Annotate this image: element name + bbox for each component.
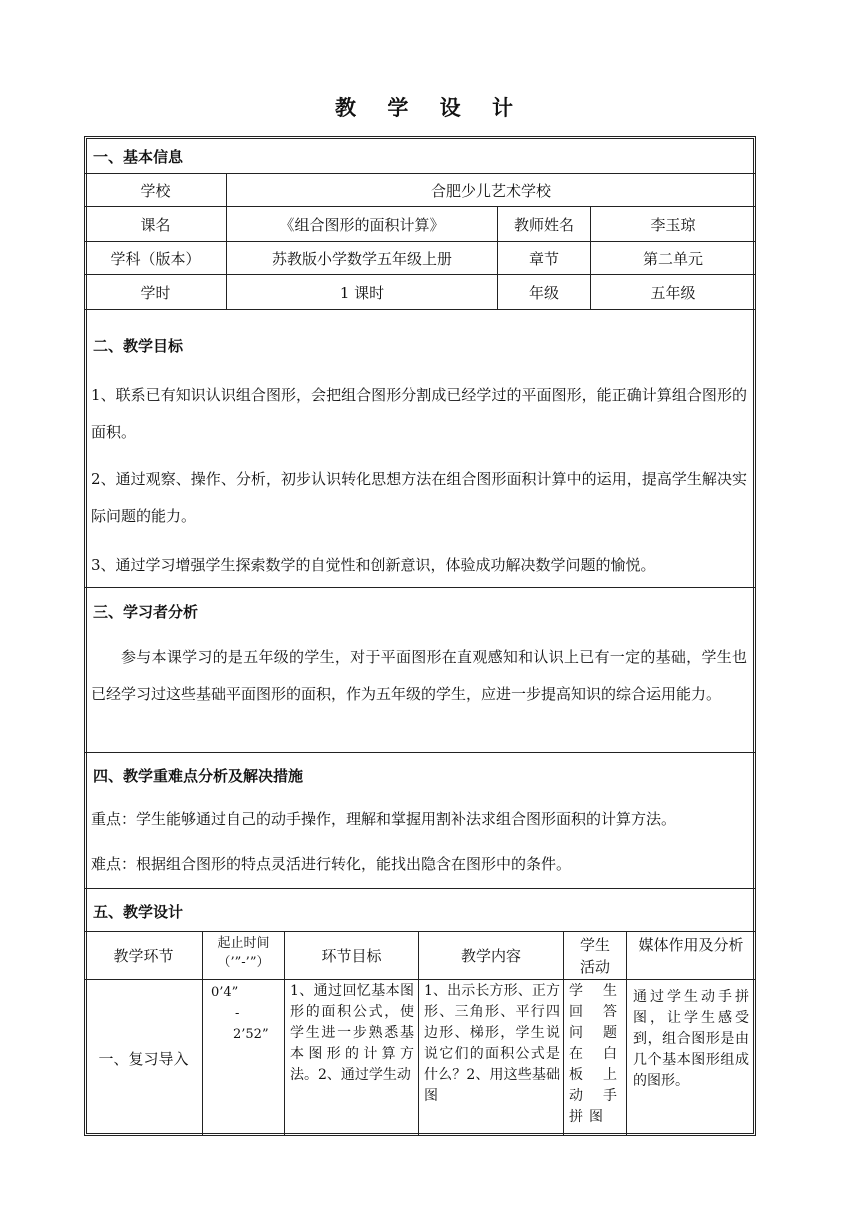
row1-time-dash: - — [235, 1006, 240, 1021]
row1-content: 1、出示长方形、正方形、三角形、平行四边形、梯形，学生说说它们的面积公式是什么？2、用这些基础图 — [424, 983, 560, 1104]
subject-value: 苏教版小学数学五年级上册 — [271, 249, 452, 268]
goal-2: 2、通过观察、操作、分析，初步认识转化思想方法在组合图形面积计算中的运用，提高学生解决实际问题的能力。 — [91, 470, 747, 525]
difficulty-point: 难点：根据组合图形的特点灵活进行转化，能找出隐含在图形中的条件。 — [91, 855, 572, 873]
section-key-points-heading: 四、教学重难点分析及解决措施 — [93, 767, 304, 785]
hours-label: 学时 — [140, 283, 171, 302]
header-time-line1: 起止时间 — [217, 936, 270, 951]
page-title: 教 学 设 计 — [335, 95, 525, 120]
row1-time-end: 2’52” — [233, 1027, 269, 1042]
header-goal: 环节目标 — [321, 947, 382, 965]
row1-goal: 1、通过回忆基本图形的面积公式，使学生进一步熟悉基本图形的计算方法。2、通过学生动 — [290, 983, 414, 1083]
course-label: 课名 — [140, 215, 171, 234]
learner-analysis: 参与本课学习的是五年级的学生，对于平面图形在直观感知和认识上已有一定的基础，学生也已经学习过这些基础平面图形的面积，作为五年级的学生，应进一步提高知识的综合运用能力。 — [91, 648, 747, 703]
header-stage: 教学环节 — [113, 947, 174, 965]
subject-label: 学科（版本） — [110, 249, 201, 268]
grade-label: 年级 — [528, 283, 559, 302]
goal-1: 1、联系已有知识认识组合图形，会把组合图形分割成已经学过的平面图形，能正确计算组合图形的面积。 — [91, 386, 747, 441]
section-learner-heading: 三、学习者分析 — [93, 603, 199, 621]
lesson-plan-table — [84, 136, 756, 1136]
chapter-value: 第二单元 — [642, 249, 703, 268]
header-student-line1: 学生 — [579, 936, 610, 954]
header-time-line2: （’”-’”） — [217, 955, 270, 970]
teacher-label: 教师姓名 — [513, 215, 574, 234]
hours-value: 1 课时 — [339, 283, 385, 302]
header-media: 媒体作用及分析 — [638, 936, 744, 954]
grade-value: 五年级 — [650, 283, 696, 302]
course-value: 《组合图形的面积计算》 — [279, 215, 445, 234]
row1-student-activity: 学生回答问题在白板上动手拼图 — [569, 983, 623, 1125]
school-value: 合肥少儿艺术学校 — [430, 181, 551, 200]
row1-time-start: 0’4” — [211, 985, 239, 1000]
row1-time — [211, 982, 269, 1045]
teacher-value: 李玉琼 — [650, 215, 696, 234]
header-time — [203, 934, 284, 972]
school-label: 学校 — [140, 181, 171, 200]
chapter-label: 章节 — [528, 249, 559, 268]
header-student-line2: 活动 — [579, 958, 610, 976]
goal-3: 3、通过学习增强学生探索数学的自觉性和创新意识，体验成功解决数学问题的愉悦。 — [91, 556, 656, 574]
section-goals-heading: 二、教学目标 — [93, 337, 184, 355]
section-design-heading: 五、教学设计 — [93, 903, 184, 921]
section-basic-info-heading: 一、基本信息 — [93, 148, 184, 166]
header-student — [564, 934, 626, 978]
header-content: 教学内容 — [460, 947, 521, 965]
row1-media: 通过学生动手拼图，让学生感受到，组合图形是由几个基本图形组成的图形。 — [633, 989, 749, 1089]
row1-stage: 一、复习导入 — [98, 1049, 189, 1068]
key-point: 重点：学生能够通过自己的动手操作，理解和掌握用割补法求组合图形面积的计算方法。 — [91, 810, 677, 828]
